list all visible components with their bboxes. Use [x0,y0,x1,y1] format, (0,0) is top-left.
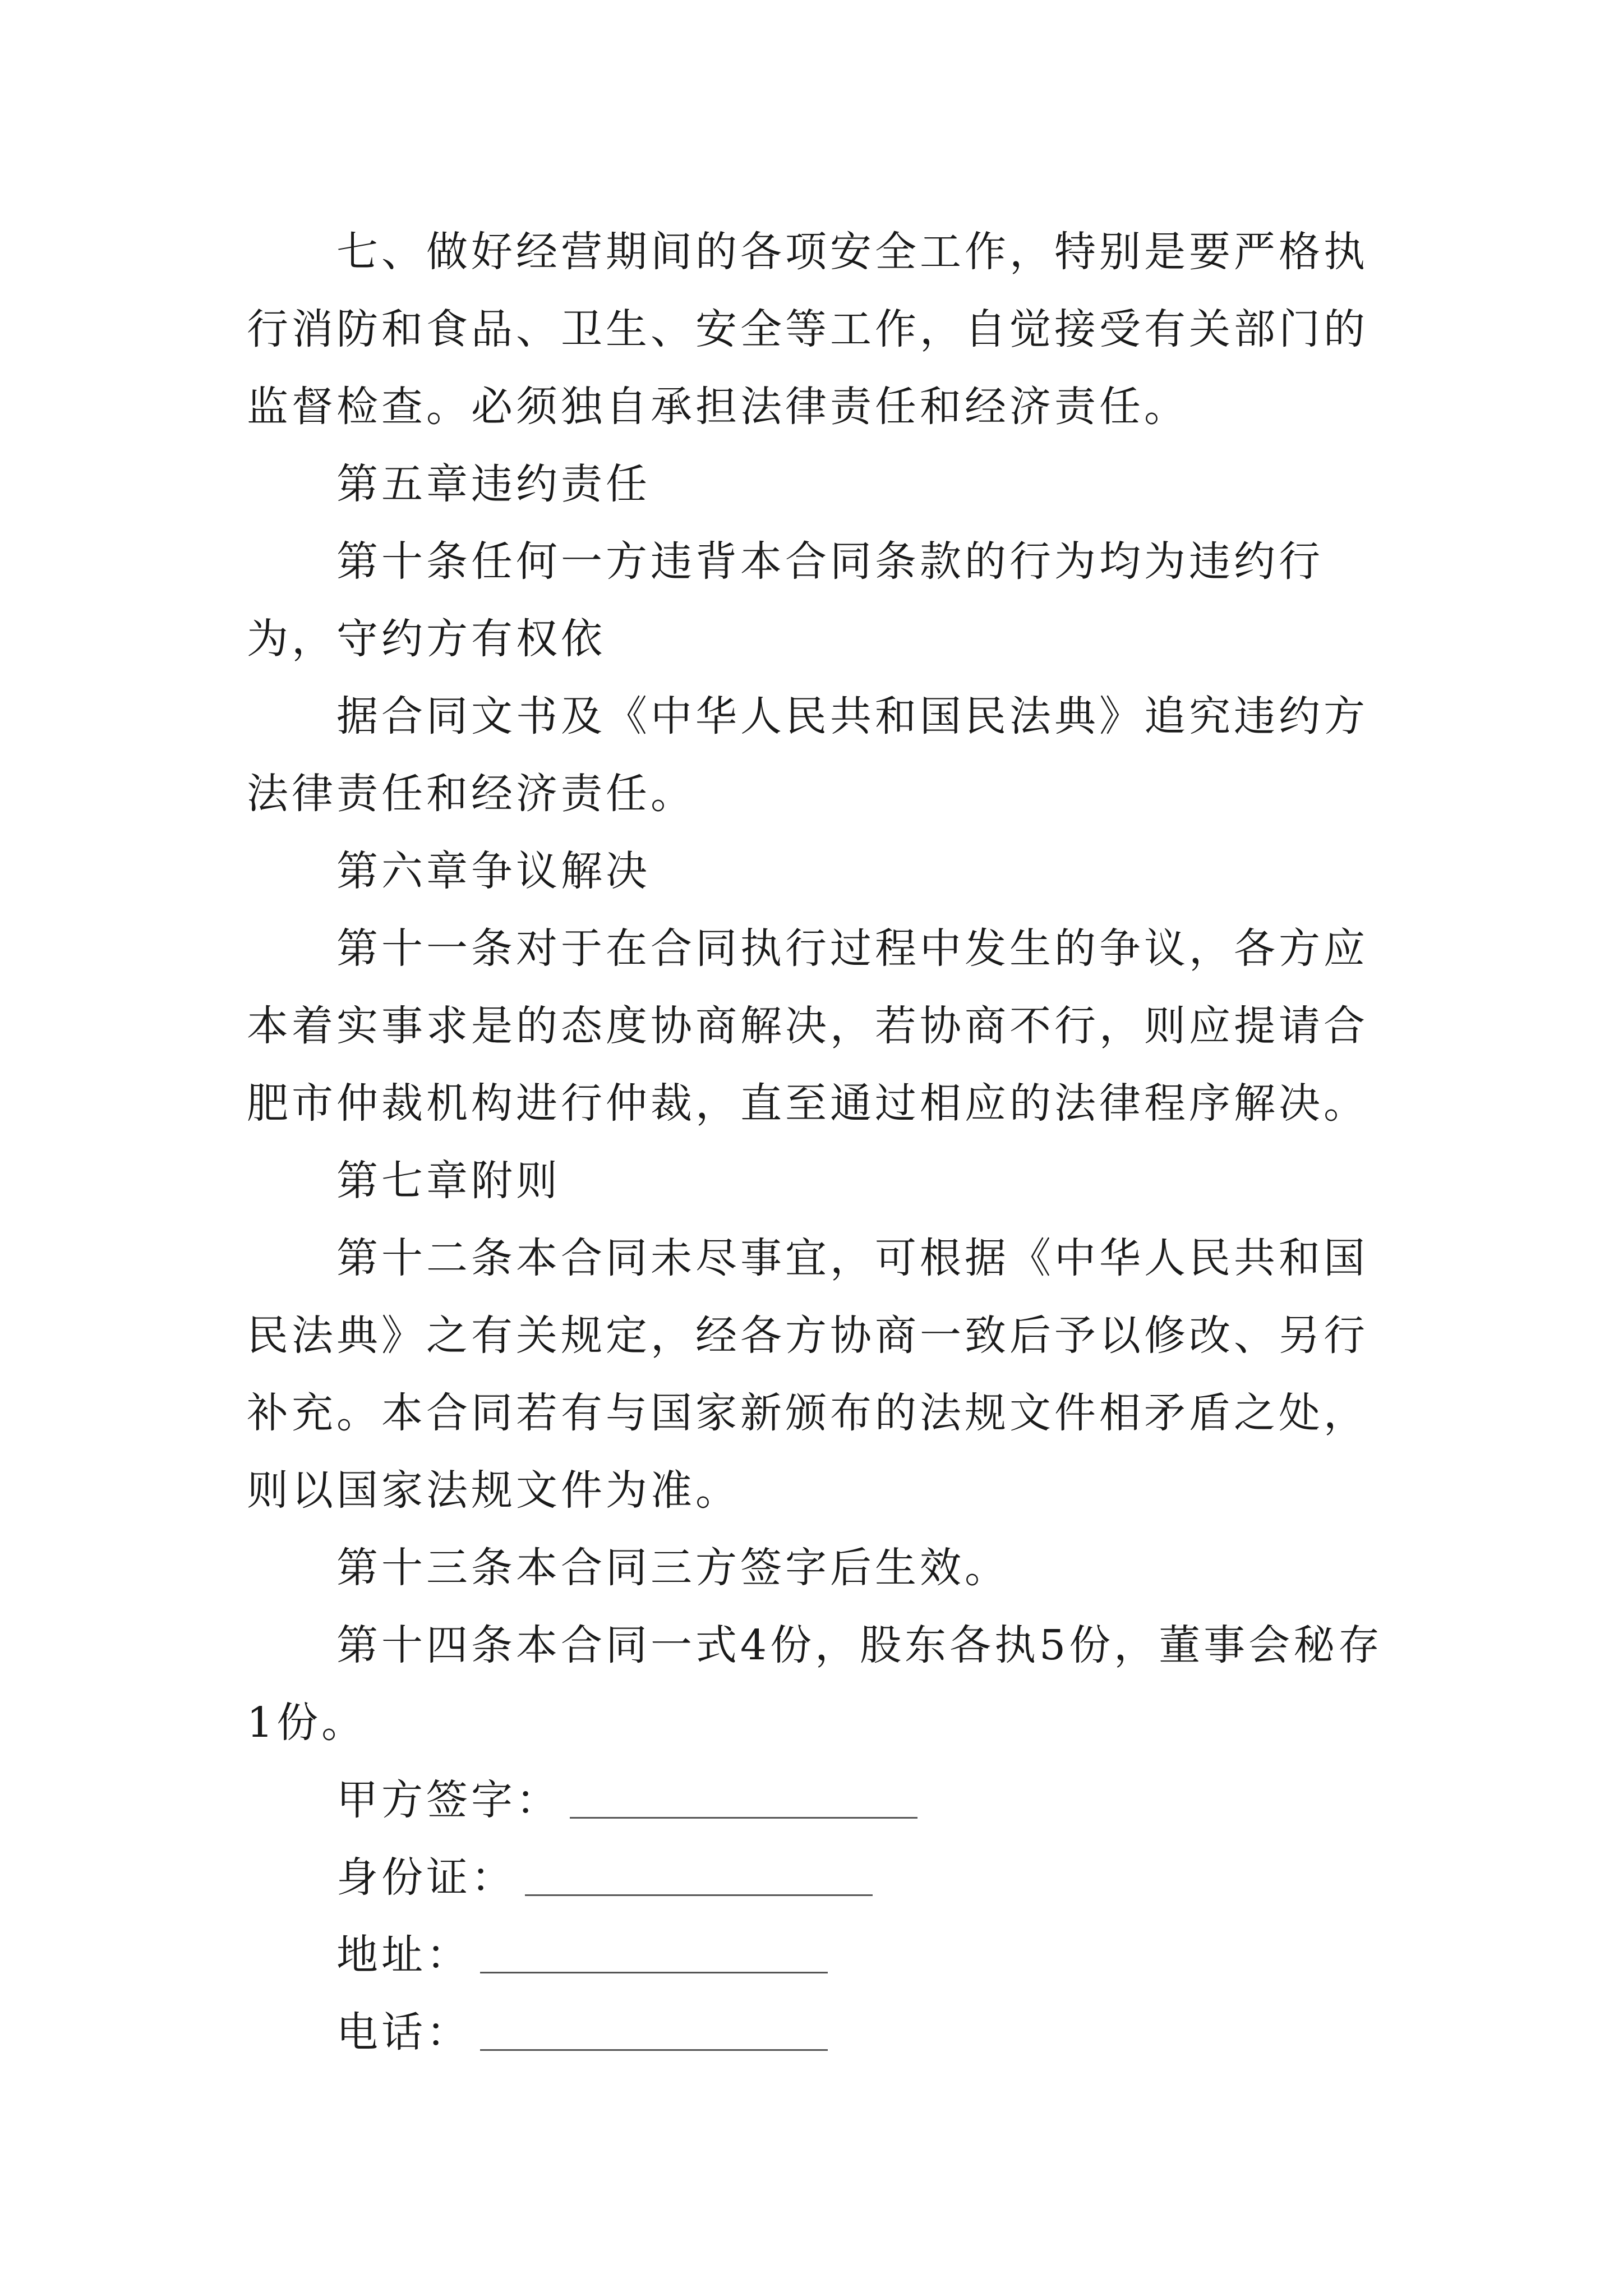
address-blank[interactable] [480,1932,828,1973]
article-eleven: 第十一条对于在合同执行过程中发生的争议，各方应本着实事求是的态度协商解决，若协商不行，则应提请合肥市仲裁机构进行仲裁，直至通过相应的法律程序解决。 [247,924,1368,1128]
address-label: 地址： [336,1931,471,1979]
party-a-signature-blank[interactable] [570,1778,917,1819]
party-a-signature-label: 甲方签字： [336,1776,561,1824]
article-ten-first-line: 第十条任何一方违背本合同条款的行为均为违约行为，守约方有权依 [247,537,1324,663]
chapter-seven-heading: 第七章附则 [336,1157,561,1205]
article-thirteen: 第十三条本合同三方签字后生效。 [336,1544,1009,1592]
address-row [336,1916,828,1994]
article-ten-continuation: 据合同文书及《中华人民共和国民法典》追究违约方法律责任和经济责任。 [247,692,1368,818]
party-a-signature-row [336,1761,917,1839]
article-twelve: 第十二条本合同未尽事宜，可根据《中华人民共和国民法典》之有关规定，经各方协商一致后予以修改、另行补充。本合同若有与国家新颁布的法规文件相矛盾之处，则以国家法规文件为准。 [247,1234,1368,1515]
chapter-six-heading: 第六章争议解决 [336,847,651,895]
id-card-blank[interactable] [525,1855,873,1896]
id-card-row [336,1839,873,1916]
clause-seven-safety: 七、做好经营期间的各项安全工作，特别是要严格执行消防和食品、卫生、安全等工作，自觉接受有关部门的监督检查。必须独自承担法律责任和经济责任。 [247,228,1368,431]
id-card-label: 身份证： [336,1853,516,1902]
phone-row [336,1994,828,2071]
chapter-five-heading: 第五章违约责任 [336,460,651,508]
phone-label: 电话： [336,2008,471,2056]
article-fourteen: 第十四条本合同一式4份，股东各执5份，董事会秘存1份。 [247,1621,1384,1747]
phone-blank[interactable] [480,2010,828,2051]
